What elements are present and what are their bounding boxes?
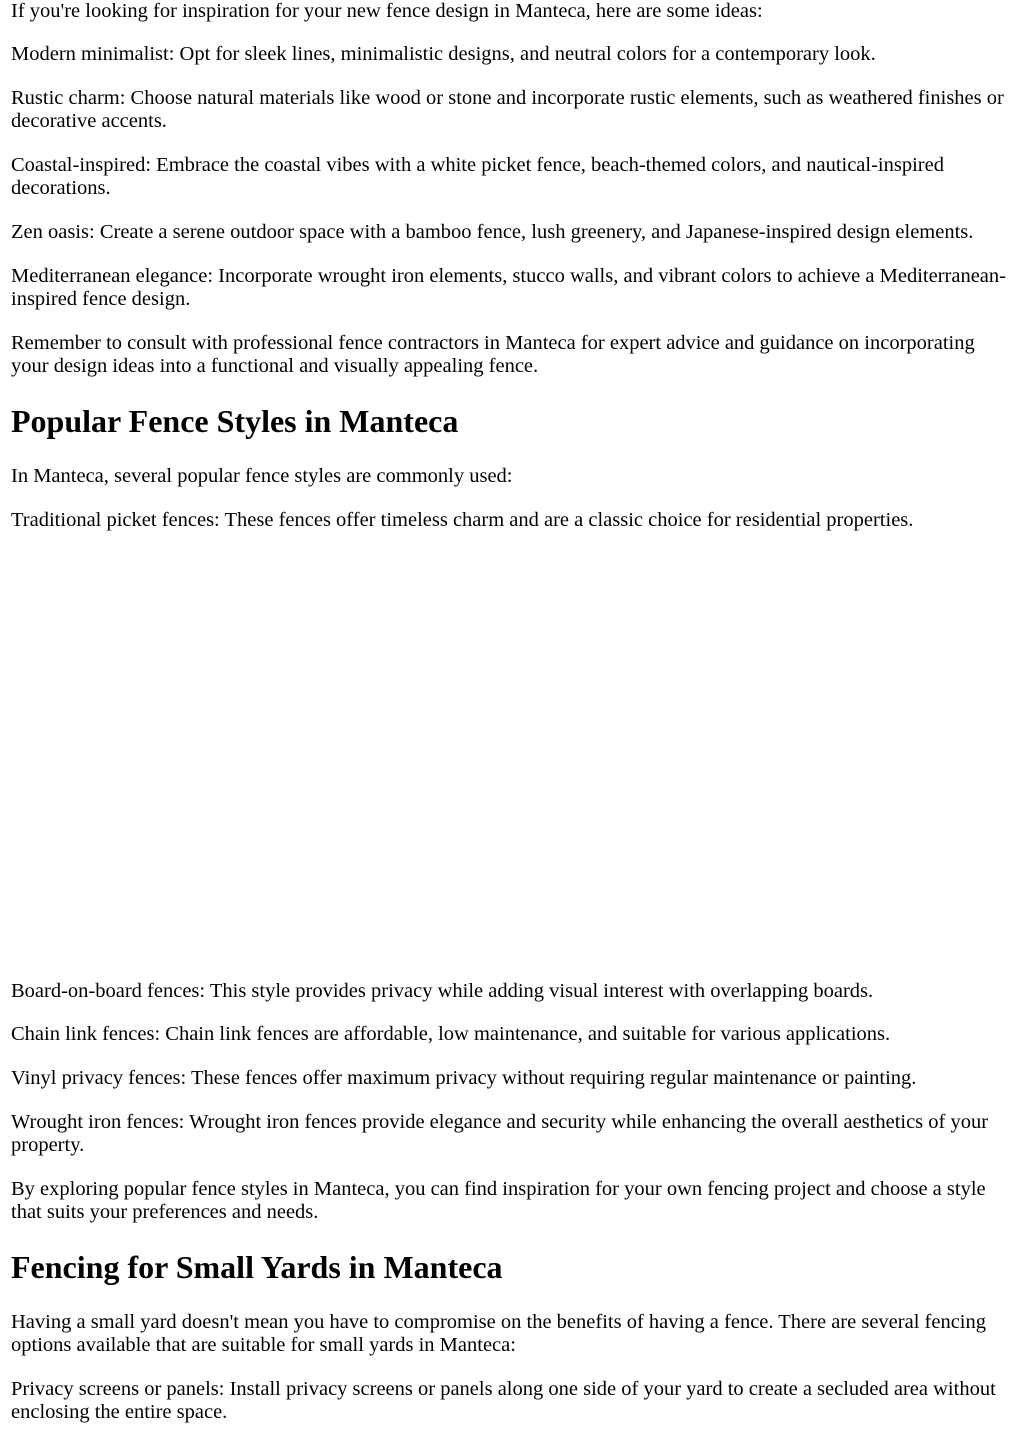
- paragraph-intro: If you're looking for inspiration for your new fence design in Manteca, here are some ideas:: [11, 0, 763, 22]
- paragraph-small-yards-intro: Having a small yard doesn't mean you have to compromise on the benefits of having a fence. There are several fencing options available that are suitable for small yards in Manteca:: [11, 1311, 987, 1356]
- paragraph-wrought-iron: Wrought iron fences: Wrought iron fences provide elegance and security while enhancing the overall aesthetics of your property.: [11, 1111, 989, 1156]
- paragraph-consult-contractors: Remember to consult with professional fence contractors in Manteca for expert advice and guidance on incorporating your design ideas into a functional and visually appealing fence.: [11, 332, 975, 377]
- paragraph-popular-conclusion: By exploring popular fence styles in Manteca, you can find inspiration for your own fencing project and choose a style that suits your preferences and needs.: [11, 1178, 986, 1223]
- paragraph-privacy-screens: Privacy screens or panels: Install privacy screens or panels along one side of your yard to create a secluded area without enclosing the entire space.: [11, 1378, 996, 1423]
- paragraph-mediterranean: Mediterranean elegance: Incorporate wrought iron elements, stucco walls, and vibrant colors to achieve a Mediterranean-inspired fence design.: [11, 265, 1006, 310]
- paragraph-popular-intro: In Manteca, several popular fence styles are commonly used:: [11, 465, 513, 487]
- paragraph-board-on-board: Board-on-board fences: This style provides privacy while adding visual interest with overlapping boards.: [11, 980, 874, 1002]
- paragraph-zen-oasis: Zen oasis: Create a serene outdoor space with a bamboo fence, lush greenery, and Japanese-inspired design elements.: [11, 221, 974, 243]
- heading-small-yards: Fencing for Small Yards in Manteca: [11, 1249, 503, 1285]
- paragraph-modern-minimalist: Modern minimalist: Opt for sleek lines, minimalistic designs, and neutral colors for a contemporary look.: [11, 43, 876, 65]
- paragraph-rustic-charm: Rustic charm: Choose natural materials like wood or stone and incorporate rustic elements, such as weathered finishes or decorative accents.: [11, 87, 1004, 132]
- paragraph-vinyl-privacy: Vinyl privacy fences: These fences offer maximum privacy without requiring regular maintenance or painting.: [11, 1067, 917, 1089]
- paragraph-coastal-inspired: Coastal-inspired: Embrace the coastal vibes with a white picket fence, beach-themed colors, and nautical-inspired decorations.: [11, 154, 944, 199]
- paragraph-chain-link: Chain link fences: Chain link fences are affordable, low maintenance, and suitable for various applications.: [11, 1023, 891, 1045]
- paragraph-picket-fences: Traditional picket fences: These fences offer timeless charm and are a classic choice for residential properties.: [11, 509, 914, 531]
- heading-popular-fence-styles: Popular Fence Styles in Manteca: [11, 403, 459, 439]
- blank-space: [11, 548, 1015, 968]
